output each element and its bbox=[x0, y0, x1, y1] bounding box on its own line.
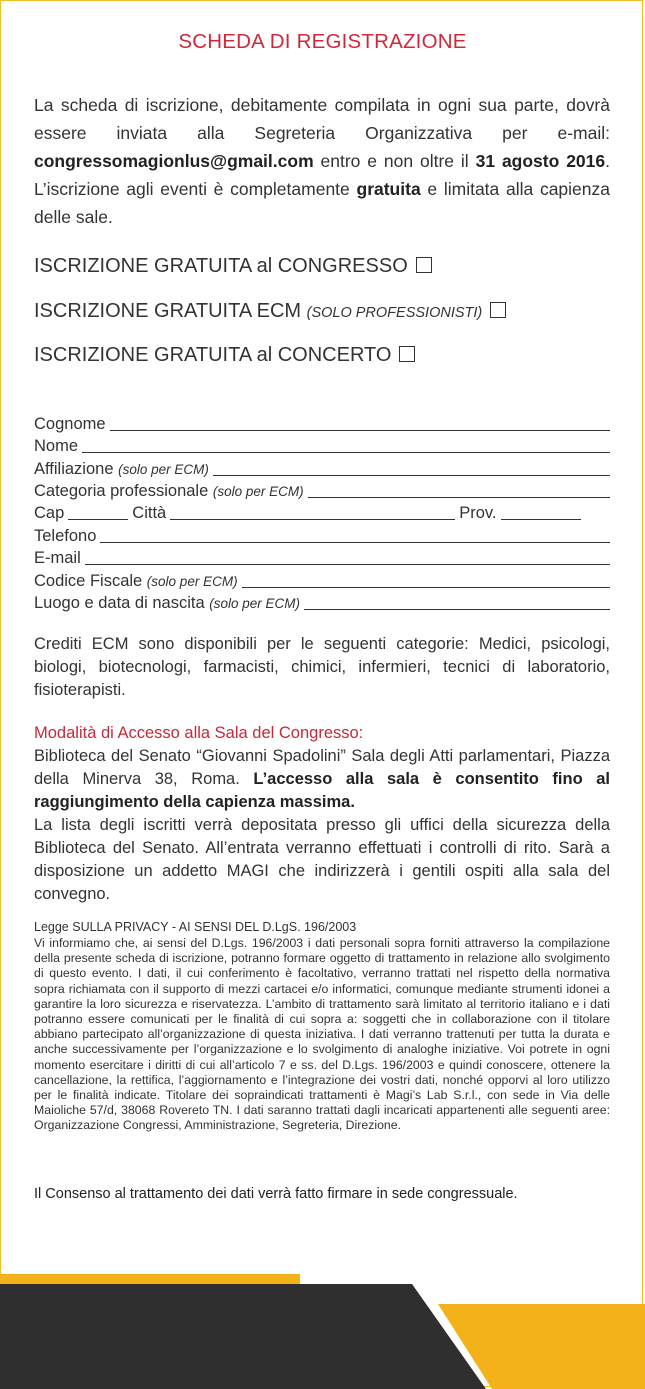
field-label-citta: Città bbox=[132, 504, 167, 522]
deadline-date: 31 agosto 2016 bbox=[475, 151, 606, 171]
privacy-heading: Legge SULLA PRIVACY - AI SENSI DEL D.LgS. 196/2003 bbox=[34, 920, 357, 934]
checkbox-ecm[interactable] bbox=[490, 302, 506, 318]
field-luogo-data-nascita bbox=[34, 591, 610, 613]
privacy-text: Vi informiamo che, ai sensi del D.Lgs. 196/2003 i dati personali sopra forniti attraverso la compilazione della presente scheda di iscrizione, potranno formare oggetto di trattamento in relazione allo svolgimento di questo evento. I dati, il cui conferimento è facoltativo, verranno trattati nel rispetto della normativa sopra richiamata con il supporto di mezzi cartacei e/o informatici, comunque mediante strumenti idonei a garantire la loro sicurezza e riservatezza. L’ambito di trattamento sarà limitato al territorio italiano e i dati potranno essere comunicati per le finalità di cui sopra a: soggetti che in collaborazione con il titolare abbiano partecipato all’organizzazione di questa iniziativa. I dati verranno trattenuti per tutta la durata e anche successivamente per l’organizzazione e lo svolgimento di analoghe iniziative. Voi potrete in ogni momento esercitare i diritti di cui all’articolo 7 e ss. del D.Lgs. 196/2003 e quindi conoscere, ottenere la cancellazione, la rettifica, l’aggiornamento e l’integrazione dei vostri dati, nonché opporvi al loro utilizzo per le finalità indicate. Titolare dei sopraindicati trattamenti è Magi’s Lab S.r.l., con sede in Via delle Maioliche 57/d, 38068 Rovereto TN. I dati saranno trattati dagli incaricati appartenenti alle seguenti aree: Organizzazione Congressi, Amministrazione, Segreteria, Direzione. bbox=[34, 936, 610, 1133]
cognome-input-line[interactable] bbox=[110, 428, 610, 431]
email-input-line[interactable] bbox=[85, 562, 610, 565]
field-cap-citta-prov bbox=[34, 501, 610, 523]
luogo-data-input-line[interactable] bbox=[304, 607, 610, 610]
telefono-input-line[interactable] bbox=[100, 540, 610, 543]
ecm-credits-paragraph: Crediti ECM sono disponibili per le seguenti categorie: Medici, psicologi, biologi, biotecnologi, farmacisti, chimici, infermieri, tecnici di laboratorio, fisioterapisti. bbox=[34, 635, 610, 699]
prov-input-line[interactable] bbox=[501, 517, 581, 520]
contact-email[interactable]: congressomagionlus@gmail.com bbox=[34, 151, 314, 171]
free-label: gratuita bbox=[356, 179, 421, 199]
affiliazione-input-line[interactable] bbox=[213, 473, 610, 476]
field-cognome bbox=[34, 412, 610, 434]
access-location: Biblioteca del Senato “Giovanni Spadolini” Sala degli Atti parlamentari, Piazza della Minerva 38, Roma. bbox=[34, 747, 610, 788]
page-title: SCHEDA DI REGISTRAZIONE bbox=[178, 30, 467, 53]
access-capacity-note: L’accesso alla sala è consentito fino al raggiungimento della capienza massima. bbox=[34, 770, 611, 811]
field-label: Codice Fiscale (solo per ECM) bbox=[34, 572, 238, 590]
field-categoria bbox=[34, 479, 610, 501]
categoria-input-line[interactable] bbox=[308, 495, 610, 498]
field-telefono bbox=[34, 524, 610, 546]
option-note: (SOLO PROFESSIONISTI) bbox=[306, 305, 483, 321]
option-label: ISCRIZIONE GRATUITA al CONGRESSO bbox=[34, 255, 408, 277]
option-label: ISCRIZIONE GRATUITA al CONCERTO bbox=[34, 344, 392, 366]
option-concerto bbox=[34, 344, 415, 367]
access-section bbox=[34, 722, 610, 906]
field-label-prov: Prov. bbox=[459, 504, 497, 522]
field-label: Telefono bbox=[34, 527, 97, 545]
field-codice-fiscale bbox=[34, 569, 610, 591]
field-label: Luogo e data di nascita (solo per ECM) bbox=[34, 594, 300, 612]
field-email bbox=[34, 546, 610, 568]
intro-paragraph bbox=[34, 91, 610, 231]
field-label: E-mail bbox=[34, 549, 81, 567]
field-nome bbox=[34, 434, 610, 456]
field-label: Cognome bbox=[34, 415, 106, 433]
footer-dark-shape bbox=[0, 1284, 486, 1389]
intro-text-2: entro e non oltre il bbox=[313, 151, 476, 171]
option-label: ISCRIZIONE GRATUITA ECM bbox=[34, 300, 307, 322]
field-label: Cap bbox=[34, 504, 65, 522]
field-label: Nome bbox=[34, 437, 79, 455]
codice-fiscale-input-line[interactable] bbox=[242, 585, 610, 588]
option-ecm bbox=[34, 300, 506, 323]
citta-input-line[interactable] bbox=[170, 517, 455, 520]
footer-yellow-strip bbox=[0, 1274, 300, 1284]
cap-input-line[interactable] bbox=[68, 517, 128, 520]
consent-note: Il Consenso al trattamento dei dati verrà fatto firmare in sede congressuale. bbox=[34, 1186, 518, 1202]
field-label: Affiliazione (solo per ECM) bbox=[34, 460, 209, 478]
field-label: Categoria professionale (solo per ECM) bbox=[34, 482, 304, 500]
nome-input-line[interactable] bbox=[82, 450, 610, 453]
option-congresso bbox=[34, 255, 432, 278]
checkbox-concerto[interactable] bbox=[399, 346, 415, 362]
field-affiliazione bbox=[34, 457, 610, 479]
intro-text-3: . L’iscrizione agli eventi è completamente bbox=[34, 151, 611, 199]
access-heading: Modalità di Accesso alla Sala del Congresso: bbox=[34, 724, 364, 742]
access-security-note: La lista degli iscritti verrà depositata presso gli uffici della sicurezza della Biblioteca del Senato. All’entrata verranno effettuati i controlli di rito. Sarà a disposizione un addetto MAGI che indirizzerà i gentili ospiti alla sala del convegno. bbox=[34, 816, 610, 903]
checkbox-congresso[interactable] bbox=[416, 257, 432, 273]
intro-text-4: e limitata alla capienza delle sale. bbox=[34, 179, 611, 227]
intro-text-1: La scheda di iscrizione, debitamente compilata in ogni sua parte, dovrà essere inviata alla Segreteria Organizzativa per e-mail: bbox=[34, 95, 610, 143]
footer-decorative-band bbox=[0, 1270, 645, 1389]
